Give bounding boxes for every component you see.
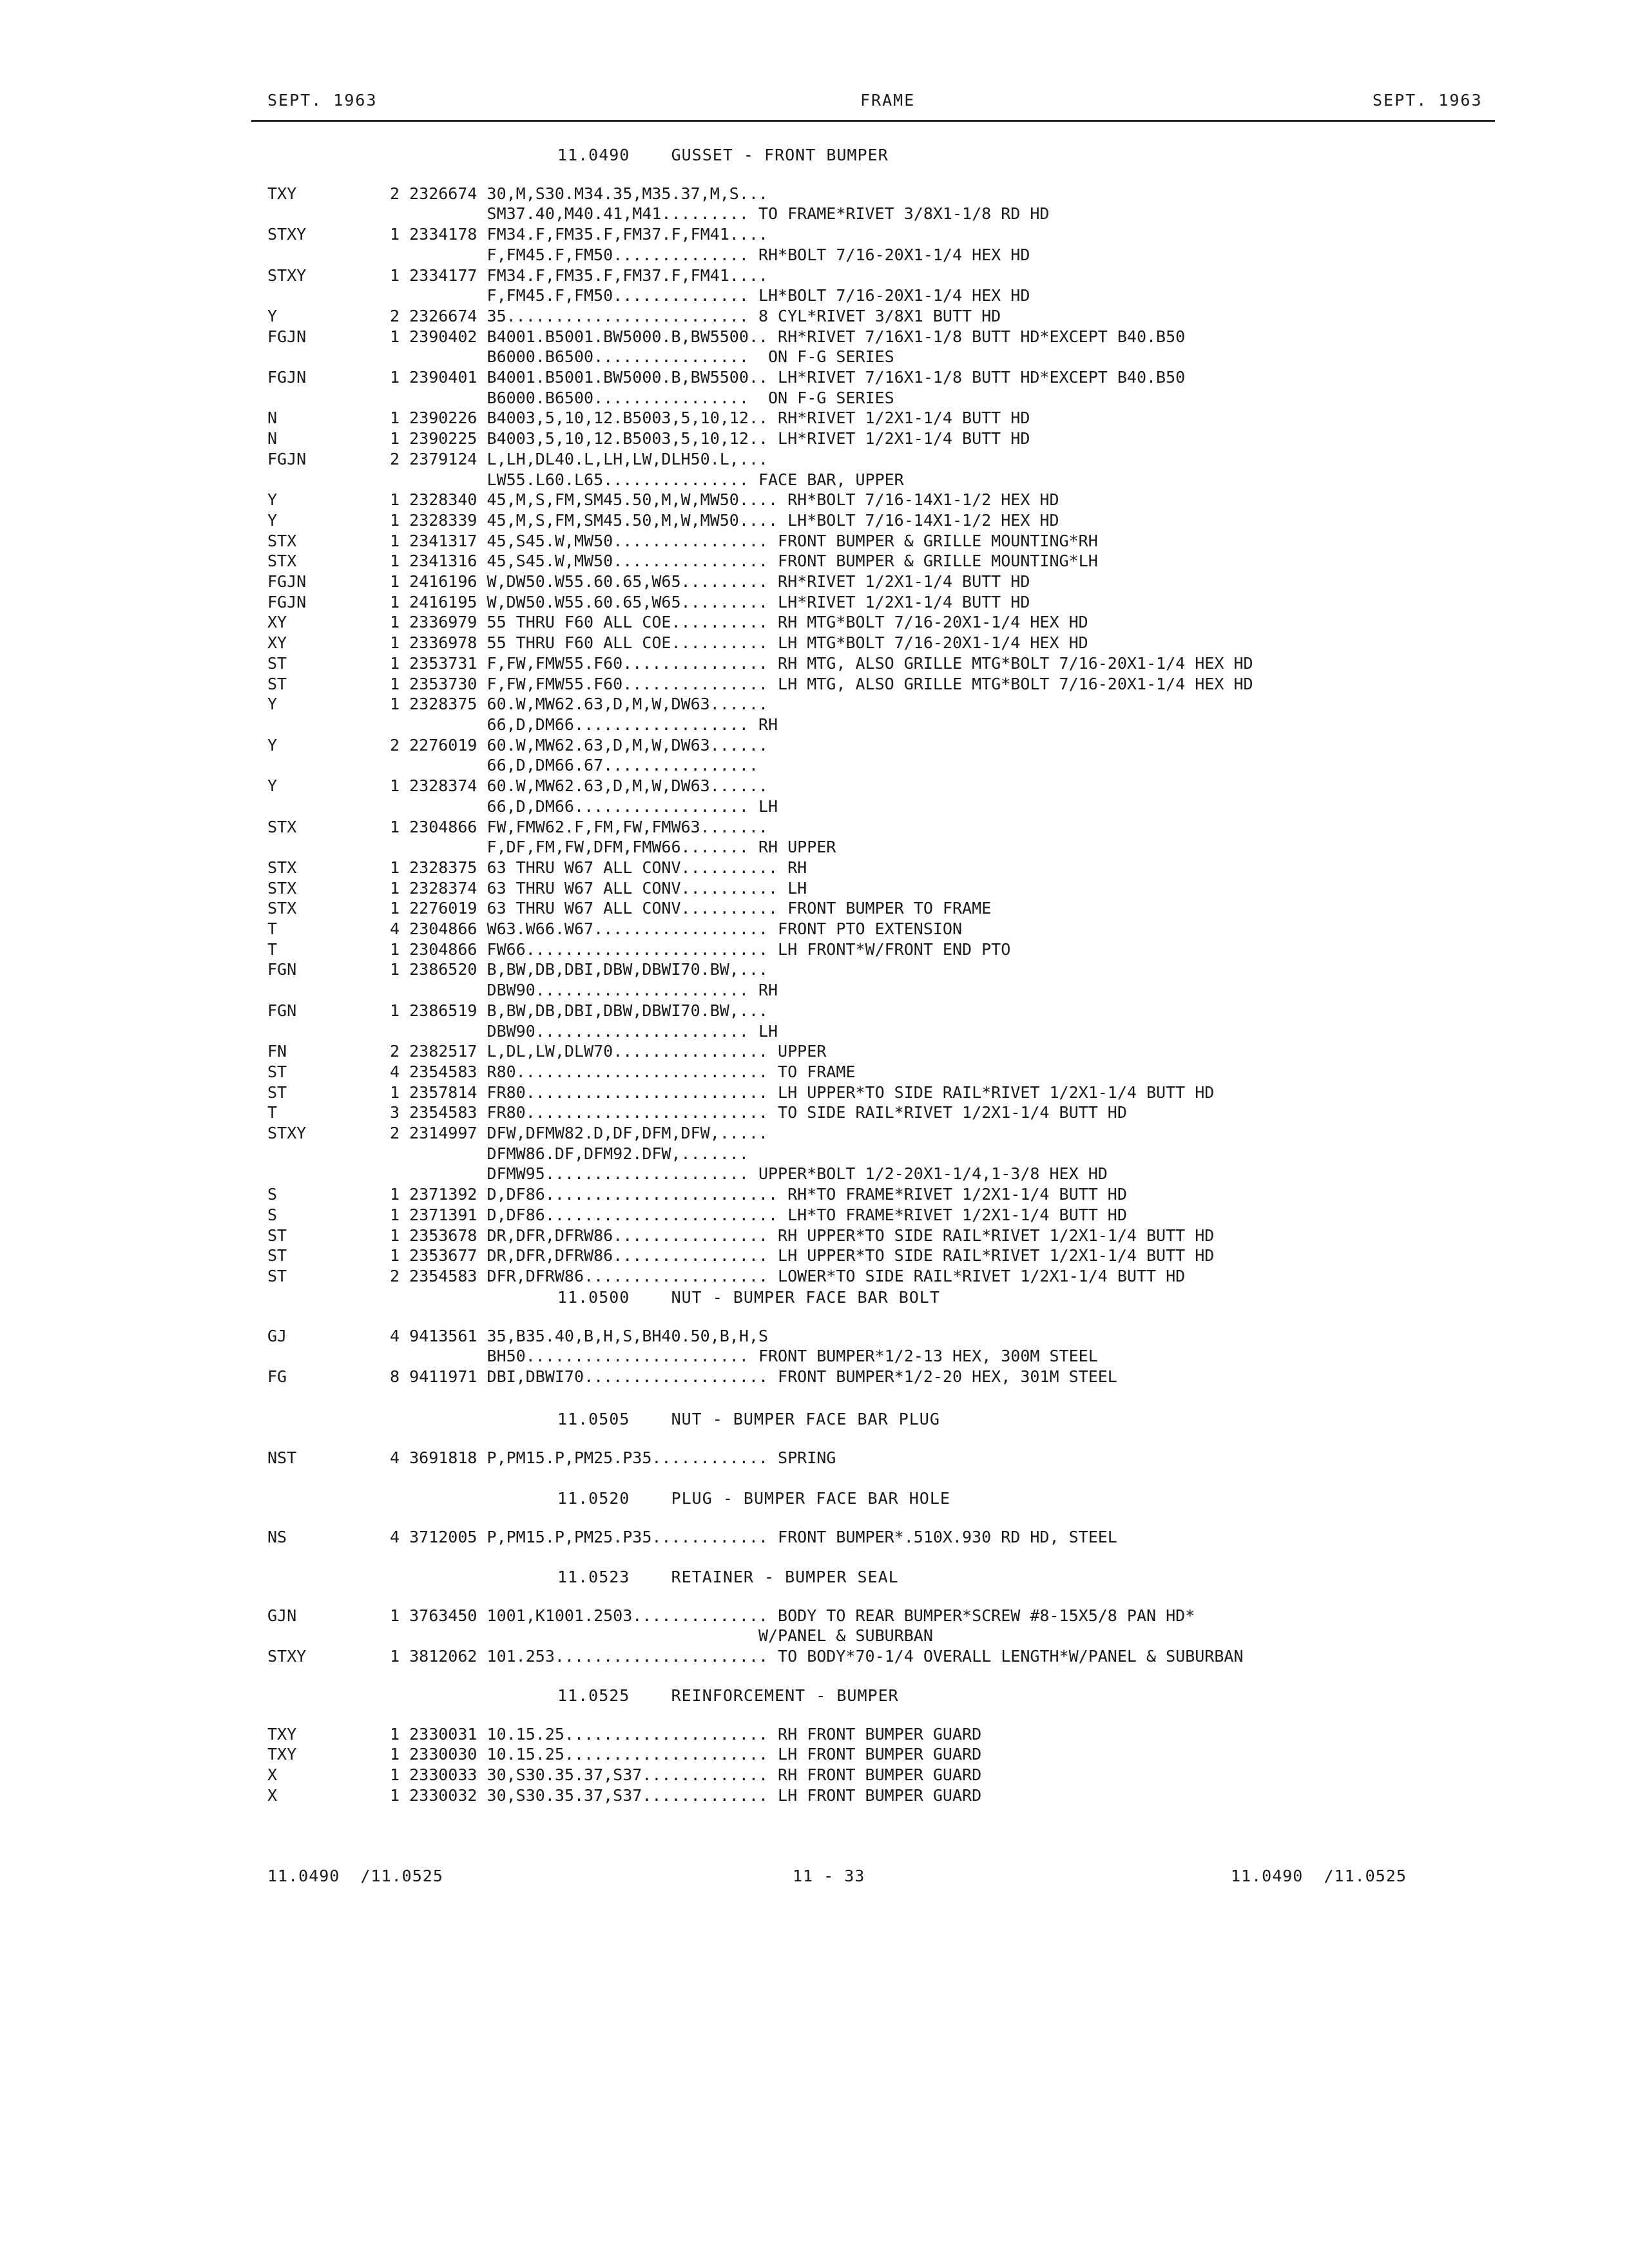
part-row: [267, 674, 1505, 695]
part-row: [267, 939, 1505, 960]
part-entry: 1 2334178 FM34.F,FM35.F,FM37.F,FM41....: [390, 225, 768, 244]
part-row: [267, 1144, 1505, 1164]
part-row: [267, 1646, 1505, 1667]
part-row: [267, 1225, 1505, 1246]
part-row: [267, 1744, 1505, 1765]
part-entry: W/PANEL & SUBURBAN: [390, 1626, 933, 1646]
model-code: FGJN: [267, 368, 307, 387]
model-code: ST: [267, 1266, 287, 1285]
model-code: FGJN: [267, 572, 307, 591]
model-code: STXY: [267, 1124, 307, 1143]
part-row: [267, 1765, 1505, 1785]
part-entry: 1 2386519 B,BW,DB,DBI,DBW,DBWI70.BW,...: [390, 1001, 768, 1020]
part-row: [267, 572, 1505, 592]
part-row: [267, 449, 1505, 470]
part-entry: 1 2304866 FW,FMW62.F,FM,FW,FMW63.......: [390, 817, 768, 836]
part-entry: 1 2276019 63 THRU W67 ALL CONV.......... FRONT BUMPER TO FRAME: [390, 899, 992, 918]
section: [267, 1567, 1505, 1667]
header-date-left: SEPT. 1963: [267, 91, 378, 110]
part-entry: 1 2390401 B4001.B5001.BW5000.B,BW5500.. LH*RIVET 7/16X1-1/8 BUTT HD*EXCEPT B40.B50: [390, 368, 1186, 387]
part-entry: 1 2341317 45,S45.W,MW50................ FRONT BUMPER & GRILLE MOUNTING*RH: [390, 531, 1098, 550]
part-row: [267, 1346, 1505, 1367]
model-code: [267, 1144, 390, 1164]
model-code: FGJN: [267, 449, 307, 468]
section-title: 11.0523 RETAINER - BUMPER SEAL: [557, 1568, 899, 1586]
part-entry: 2 2314997 DFW,DFMW82.D,DF,DFM,DFW,.....: [390, 1124, 768, 1143]
part-row: [267, 980, 1505, 1001]
part-row: [267, 184, 1505, 204]
part-row: [267, 1785, 1505, 1806]
part-entry: B6000.B6500................ ON F-G SERIES: [390, 388, 894, 407]
part-entry: DBW90...................... LH: [390, 1021, 778, 1041]
part-entry: F,FM45.F,FM50.............. RH*BOLT 7/16-20X1-1/4 HEX HD: [390, 245, 1030, 264]
part-entry: 4 3712005 P,PM15.P,PM25.P35............ FRONT BUMPER*.510X.930 RD HD, STEEL: [390, 1527, 1117, 1546]
part-row: [267, 898, 1505, 919]
model-code: STX: [267, 858, 297, 877]
part-entry: 1 2353677 DR,DFR,DFRW86................ LH UPPER*TO SIDE RAIL*RIVET 1/2X1-1/4 BUTT HD: [390, 1246, 1215, 1265]
model-code: Y: [267, 735, 278, 754]
part-entry: 4 3691818 P,PM15.P,PM25.P35............ SPRING: [390, 1448, 836, 1467]
model-code: GJN: [267, 1606, 297, 1625]
part-row: [267, 490, 1505, 510]
part-row: [267, 1123, 1505, 1144]
part-entry: 1 2328375 63 THRU W67 ALL CONV.......... RH: [390, 858, 807, 877]
model-code: Y: [267, 490, 278, 510]
part-row: [267, 919, 1505, 939]
part-entry: 1 2371391 D,DF86........................ LH*TO FRAME*RIVET 1/2X1-1/4 BUTT HD: [390, 1205, 1127, 1224]
part-entry: 1 2336978 55 THRU F60 ALL COE.......... LH MTG*BOLT 7/16-20X1-1/4 HEX HD: [390, 633, 1088, 653]
footer-page-number: 11 - 33: [793, 1867, 865, 1885]
part-entry: 2 2326674 35......................... 8 CYL*RIVET 3/8X1 BUTT HD: [390, 306, 1001, 325]
part-row: [267, 1367, 1505, 1387]
part-row: [267, 204, 1505, 224]
part-row: [267, 428, 1505, 449]
part-row: [267, 715, 1505, 735]
part-entry: 1 3763450 1001,K1001.2503.............. BODY TO REAR BUMPER*SCREW #8-15X5/8 PAN HD*: [390, 1606, 1195, 1625]
part-entry: BH50....................... FRONT BUMPER*1/2-13 HEX, 300M STEEL: [390, 1347, 1098, 1366]
model-code: N: [267, 408, 278, 428]
part-row: [267, 1184, 1505, 1205]
model-code: [267, 796, 390, 817]
model-code: STX: [267, 531, 297, 550]
model-code: [267, 980, 390, 1001]
part-row: [267, 408, 1505, 428]
part-entry: SM37.40,M40.41,M41......... TO FRAME*RIVET 3/8X1-1/8 RD HD: [390, 204, 1050, 224]
part-row: [267, 1606, 1505, 1626]
model-code: [267, 1164, 390, 1184]
part-row: [267, 1448, 1505, 1468]
section-title: 11.0525 REINFORCEMENT - BUMPER: [557, 1686, 899, 1705]
part-entry: DFMW86.DF,DFM92.DFW,.......: [390, 1144, 749, 1163]
section: [267, 145, 1505, 1287]
part-entry: 4 2354583 R80.......................... TO FRAME: [390, 1062, 856, 1081]
model-code: [267, 204, 390, 224]
part-entry: 2 2382517 L,DL,LW,DLW70................ UPPER: [390, 1042, 827, 1061]
model-code: T: [267, 939, 278, 959]
part-entry: 1 2334177 FM34.F,FM35.F,FM37.F,FM41....: [390, 265, 768, 285]
part-row: [267, 796, 1505, 817]
part-row: [267, 470, 1505, 490]
model-code: S: [267, 1205, 278, 1224]
model-code: [267, 837, 390, 858]
model-code: ST: [267, 1246, 287, 1265]
model-code: [267, 1021, 390, 1042]
part-entry: 1 2328375 60.W,MW62.63,D,M,W,DW63......: [390, 695, 768, 714]
model-code: T: [267, 919, 278, 939]
part-row: [267, 858, 1505, 878]
model-code: [267, 1346, 390, 1367]
section: [267, 1409, 1505, 1468]
part-entry: DBW90...................... RH: [390, 981, 778, 1000]
part-entry: 2 2326674 30,M,S30.M34.35,M35.37,M,S...: [390, 184, 768, 203]
part-entry: 1 2390225 B4003,5,10,12.B5003,5,10,12.. LH*RIVET 1/2X1-1/4 BUTT HD: [390, 429, 1030, 448]
part-row: [267, 653, 1505, 674]
model-code: [267, 1626, 390, 1646]
part-entry: 1 2416196 W,DW50.W55.60.65,W65......... RH*RIVET 1/2X1-1/4 BUTT HD: [390, 572, 1030, 591]
part-entry: F,FM45.F,FM50.............. LH*BOLT 7/16-20X1-1/4 HEX HD: [390, 286, 1030, 305]
part-row: [267, 551, 1505, 572]
part-row: [267, 1001, 1505, 1021]
model-code: [267, 285, 390, 306]
part-entry: 1 2328340 45,M,S,FM,SM45.50,M,W,MW50.... RH*BOLT 7/16-14X1-1/2 HEX HD: [390, 490, 1059, 510]
model-code: TXY: [267, 1724, 297, 1744]
part-entry: 2 2354583 DFR,DFRW86................... LOWER*TO SIDE RAIL*RIVET 1/2X1-1/4 BUTT HD: [390, 1266, 1186, 1285]
model-code: STX: [267, 552, 297, 571]
part-row: [267, 327, 1505, 347]
part-entry: 4 9413561 35,B35.40,B,H,S,BH40.50,B,H,S: [390, 1326, 768, 1345]
model-code: ST: [267, 653, 287, 673]
part-entry: 2 2379124 L,LH,DL40.L,LH,LW,DLH50.L,...: [390, 449, 768, 468]
model-code: NS: [267, 1527, 287, 1546]
model-code: STX: [267, 817, 297, 836]
model-code: T: [267, 1103, 278, 1122]
part-entry: 4 2304866 W63.W66.W67.................. FRONT PTO EXTENSION: [390, 919, 963, 939]
section: [267, 1287, 1505, 1387]
part-row: [267, 1082, 1505, 1103]
part-row: [267, 694, 1505, 715]
part-row: [267, 1062, 1505, 1082]
part-row: [267, 285, 1505, 306]
part-entry: 1 2353678 DR,DFR,DFRW86................ RH UPPER*TO SIDE RAIL*RIVET 1/2X1-1/4 BUTT HD: [390, 1225, 1215, 1245]
part-entry: 8 9411971 DBI,DBWI70................... FRONT BUMPER*1/2-20 HEX, 301M STEEL: [390, 1367, 1117, 1387]
model-code: STXY: [267, 1647, 307, 1666]
model-code: Y: [267, 510, 278, 530]
part-entry: 1 2341316 45,S45.W,MW50................ FRONT BUMPER & GRILLE MOUNTING*LH: [390, 552, 1098, 571]
section-title: 11.0520 PLUG - BUMPER FACE BAR HOLE: [557, 1489, 950, 1508]
part-entry: 1 2336979 55 THRU F60 ALL COE.......... RH MTG*BOLT 7/16-20X1-1/4 HEX HD: [390, 613, 1088, 632]
part-entry: 1 2357814 FR80......................... LH UPPER*TO SIDE RAIL*RIVET 1/2X1-1/4 BUTT HD: [390, 1082, 1215, 1102]
part-entry: 66,D,DM66.................. RH: [390, 715, 778, 734]
part-row: [267, 1724, 1505, 1745]
part-row: [267, 1102, 1505, 1123]
model-code: Y: [267, 306, 278, 325]
model-code: FGJN: [267, 592, 307, 611]
part-row: [267, 306, 1505, 327]
part-row: [267, 265, 1505, 286]
model-code: ST: [267, 1082, 287, 1102]
part-entry: DFMW95..................... UPPER*BOLT 1/2-20X1-1/4,1-3/8 HEX HD: [390, 1164, 1108, 1184]
part-entry: 1 3812062 101.253...................... TO BODY*70-1/4 OVERALL LENGTH*W/PANEL & SUBURBAN: [390, 1647, 1244, 1666]
model-code: Y: [267, 695, 278, 714]
part-row: [267, 388, 1505, 408]
model-code: N: [267, 429, 278, 448]
model-code: X: [267, 1785, 278, 1805]
model-code: ST: [267, 1062, 287, 1081]
part-row: [267, 224, 1505, 245]
part-row: [267, 837, 1505, 858]
model-code: [267, 388, 390, 408]
section-title: 11.0490 GUSSET - FRONT BUMPER: [557, 146, 889, 164]
model-code: XY: [267, 633, 287, 653]
model-code: STX: [267, 878, 297, 898]
part-entry: 66,D,DM66.67................: [390, 756, 758, 775]
footer-range-left: 11.0490 /11.0525: [267, 1867, 443, 1885]
part-row: [267, 1245, 1505, 1266]
part-row: [267, 612, 1505, 633]
model-code: [267, 245, 390, 265]
part-entry: 1 2353731 F,FW,FMW55.F60............... RH MTG, ALSO GRILLE MTG*BOLT 7/16-20X1-1/4 HEX HD: [390, 653, 1253, 673]
model-code: FGN: [267, 1001, 297, 1020]
part-entry: B6000.B6500................ ON F-G SERIES: [390, 347, 894, 367]
header-rule: [251, 120, 1495, 122]
model-code: NST: [267, 1448, 297, 1467]
model-code: FGJN: [267, 327, 307, 346]
section: [267, 1488, 1505, 1547]
model-code: ST: [267, 1225, 287, 1245]
model-code: TXY: [267, 184, 297, 203]
part-entry: 1 2353730 F,FW,FMW55.F60............... LH MTG, ALSO GRILLE MTG*BOLT 7/16-20X1-1/4 HEX HD: [390, 674, 1253, 693]
part-entry: 3 2354583 FR80......................... TO SIDE RAIL*RIVET 1/2X1-1/4 BUTT HD: [390, 1103, 1127, 1122]
part-row: [267, 347, 1505, 367]
section-title: 11.0505 NUT - BUMPER FACE BAR PLUG: [557, 1410, 940, 1428]
model-code: [267, 470, 390, 490]
section-title: 11.0500 NUT - BUMPER FACE BAR BOLT: [557, 1288, 940, 1307]
model-code: STXY: [267, 225, 307, 244]
part-entry: 2 2276019 60.W,MW62.63,D,M,W,DW63......: [390, 735, 768, 754]
part-entry: 1 2416195 W,DW50.W55.60.65,W65......... LH*RIVET 1/2X1-1/4 BUTT HD: [390, 592, 1030, 611]
header-date-right: SEPT. 1963: [1373, 91, 1483, 110]
model-code: FGN: [267, 960, 297, 979]
part-row: [267, 1021, 1505, 1042]
model-code: TXY: [267, 1745, 297, 1764]
part-row: [267, 755, 1505, 776]
model-code: FG: [267, 1367, 287, 1387]
part-row: [267, 735, 1505, 756]
part-entry: 1 2328374 63 THRU W67 ALL CONV.......... LH: [390, 878, 807, 898]
part-row: [267, 1326, 1505, 1347]
part-entry: F,DF,FM,FW,DFM,FMW66....... RH UPPER: [390, 838, 836, 857]
part-entry: 1 2390226 B4003,5,10,12.B5003,5,10,12.. RH*RIVET 1/2X1-1/4 BUTT HD: [390, 408, 1030, 428]
model-code: XY: [267, 613, 287, 632]
model-code: STXY: [267, 265, 307, 285]
part-entry: 66,D,DM66.................. LH: [390, 796, 778, 816]
part-entry: LW55.L60.L65............... FACE BAR, UPPER: [390, 470, 904, 489]
part-row: [267, 245, 1505, 265]
part-row: [267, 878, 1505, 899]
model-code: [267, 715, 390, 735]
model-code: STX: [267, 899, 297, 918]
model-code: Y: [267, 776, 278, 796]
part-row: [267, 1164, 1505, 1184]
part-row: [267, 817, 1505, 838]
part-row: [267, 1527, 1505, 1548]
part-entry: 1 2330032 30,S30.35.37,S37............. LH FRONT BUMPER GUARD: [390, 1785, 982, 1805]
model-code: [267, 755, 390, 776]
part-entry: 1 2390402 B4001.B5001.BW5000.B,BW5500.. RH*RIVET 7/16X1-1/8 BUTT HD*EXCEPT B40.B50: [390, 327, 1186, 346]
part-row: [267, 510, 1505, 531]
part-row: [267, 776, 1505, 796]
footer-range-right: 11.0490 /11.0525: [1231, 1867, 1407, 1885]
part-row: [267, 531, 1505, 552]
header-title: FRAME: [860, 91, 916, 110]
model-code: X: [267, 1765, 278, 1785]
part-entry: 1 2330033 30,S30.35.37,S37............. RH FRONT BUMPER GUARD: [390, 1765, 982, 1785]
part-row: [267, 1266, 1505, 1287]
part-row: [267, 367, 1505, 388]
model-code: ST: [267, 674, 287, 693]
part-row: [267, 959, 1505, 980]
part-row: [267, 1041, 1505, 1062]
model-code: [267, 347, 390, 367]
part-row: [267, 1626, 1505, 1646]
part-entry: 1 2328374 60.W,MW62.63,D,M,W,DW63......: [390, 776, 768, 796]
part-entry: 1 2304866 FW66......................... LH FRONT*W/FRONT END PTO: [390, 939, 1011, 959]
model-code: FN: [267, 1042, 287, 1061]
part-entry: 1 2330030 10.15.25..................... LH FRONT BUMPER GUARD: [390, 1745, 982, 1764]
part-row: [267, 633, 1505, 653]
model-code: S: [267, 1185, 278, 1204]
section: [267, 1686, 1505, 1806]
part-row: [267, 592, 1505, 613]
part-entry: 1 2330031 10.15.25..................... RH FRONT BUMPER GUARD: [390, 1724, 982, 1744]
part-entry: 1 2371392 D,DF86........................ RH*TO FRAME*RIVET 1/2X1-1/4 BUTT HD: [390, 1185, 1127, 1204]
model-code: GJ: [267, 1326, 287, 1345]
part-row: [267, 1205, 1505, 1225]
part-entry: 1 2386520 B,BW,DB,DBI,DBW,DBWI70.BW,...: [390, 960, 768, 979]
part-entry: 1 2328339 45,M,S,FM,SM45.50,M,W,MW50.... LH*BOLT 7/16-14X1-1/2 HEX HD: [390, 510, 1059, 530]
